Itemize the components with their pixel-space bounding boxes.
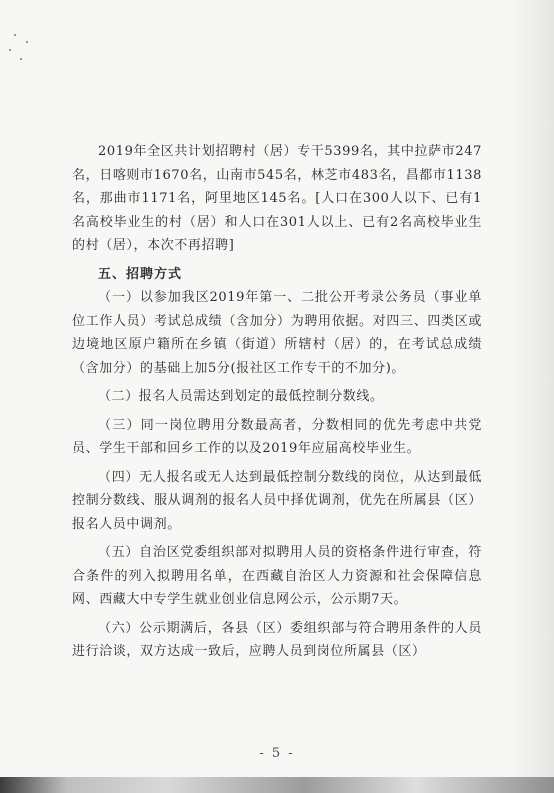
scan-speck (26, 41, 28, 43)
document-body (72, 140, 482, 664)
scan-speck (9, 49, 11, 51)
scan-speck (14, 34, 16, 36)
recruitment-item-4: （四）无人报名或无人达到最低控制分数线的岗位，从达到最低控制分数线、服从调剂的报名人员中择优调剂，优先在所属县（区）报名人员中调剂。 (72, 469, 482, 532)
recruitment-item-2: （二）报名人员需达到划定的最低控制分数线。 (98, 389, 384, 404)
page-number: - 5 - (259, 746, 295, 761)
recruitment-item-5: （五）自治区党委组织部对拟聘用人员的资格条件进行审查，符合条件的列入拟聘用名单，在西藏自治区人力资源和社会保障信息网、西藏大中专学生就业创业信息网公示，公示期7天。 (72, 545, 482, 607)
intro-paragraph: 2019年全区共计划招聘村（居）专干5399名，其中拉萨市247名，日喀则市1670名，山南市545名，林芝市483名，昌都市1138名，那曲市1171名，阿里地区145名。[人口在300人以下、已有1名高校毕业生的村（居）和人口在301人以上、已有2名高校毕业生的村（居），本次不再招聘] (72, 144, 482, 253)
section-heading: 五、招聘方式 (98, 266, 183, 282)
recruitment-item-6: （六）公示期满后，各县（区）委组织部与符合聘用条件的人员进行洽谈，双方达成一致后，应聘人员到岗位所属县（区） (72, 620, 482, 659)
recruitment-item-3: （三）同一岗位聘用分数最高者，分数相同的优先考虑中共党员、学生干部和回乡工作的以及2019年应届高校毕业生。 (72, 417, 482, 456)
scan-speck (20, 58, 22, 60)
scanner-edge (0, 777, 554, 793)
recruitment-item-1: （一）以参加我区2019年第一、二批公开考录公务员（事业单位工作人员）考试总成绩（含加分）为聘用依据。对四三、四类区或边境地区原户籍所在乡镇（街道）所辖村（居）的，在考试总成绩（含加分）的基础上加5分(报社区工作专干的不加分)。 (72, 290, 482, 376)
scan-shadow (508, 0, 554, 793)
